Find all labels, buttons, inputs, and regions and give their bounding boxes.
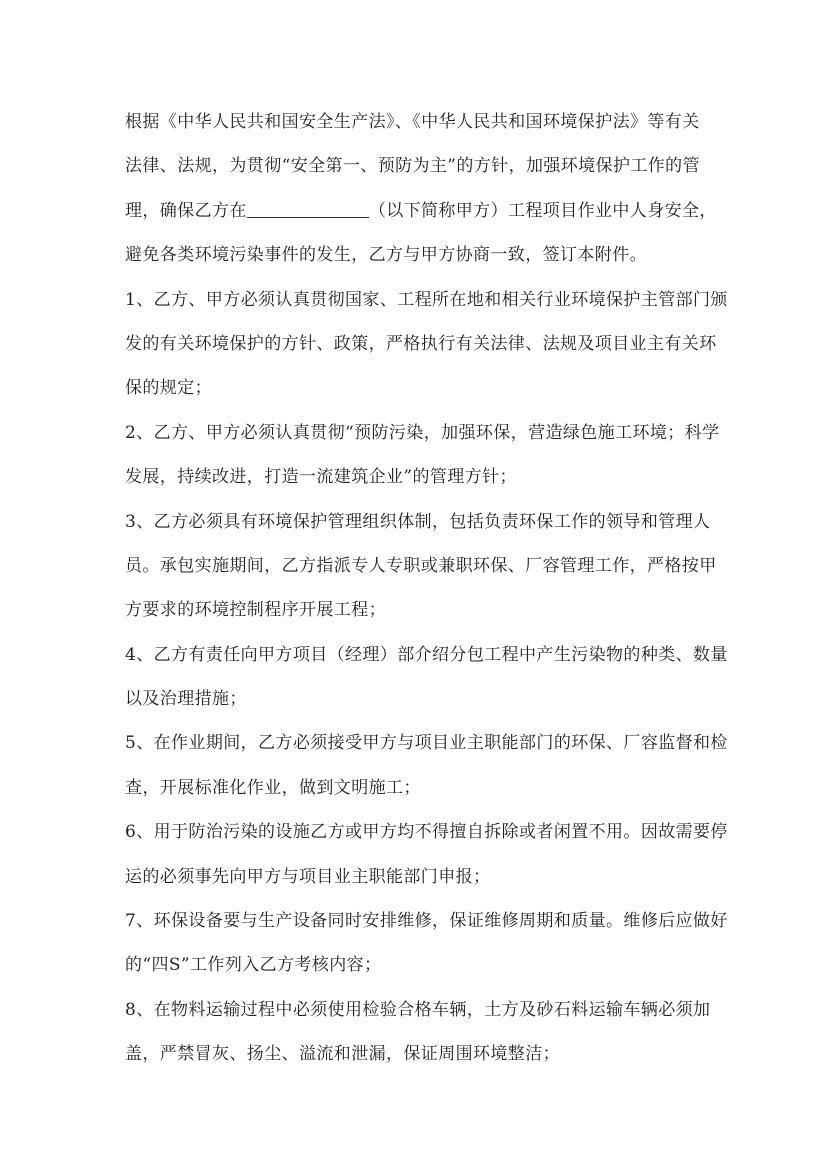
intro-paragraph bbox=[125, 108, 717, 286]
text-line: 2、乙方、甲方必须认真贯彻“预防污染，加强环保，营造绿色施工环境；科学 bbox=[125, 422, 720, 443]
text-line: 保的规定； bbox=[125, 378, 212, 399]
clause-5 bbox=[125, 729, 728, 818]
text-line: 5、在作业期间，乙方必须接受甲方与项目业主职能部门的环保、厂容监督和检 bbox=[125, 733, 728, 754]
clause-4 bbox=[125, 641, 728, 730]
text-segment: 理，确保乙方在 bbox=[125, 200, 247, 221]
text-line: 6、用于防治污染的设施乙方或甲方均不得擅自拆除或者闲置不用。因故需要停 bbox=[125, 822, 728, 843]
text-line: 盖，严禁冒灰、扬尘、溢流和泄漏，保证周围环境整洁； bbox=[125, 1044, 560, 1065]
text-segment: （以下简称甲方）工程项目作业中人身安全， bbox=[368, 200, 717, 221]
text-line bbox=[125, 197, 717, 241]
fill-in-blank bbox=[247, 199, 369, 218]
clause-6 bbox=[125, 818, 728, 907]
text-line: 员。承包实施期间，乙方指派专人专职或兼职环保、厂容管理工作，严格按甲 bbox=[125, 555, 717, 576]
text-line: 查，开展标准化作业，做到文明施工； bbox=[125, 777, 421, 798]
text-line: 以及治理措施； bbox=[125, 689, 247, 710]
text-line: 避免各类环境污染事件的发生，乙方与甲方协商一致，签订本附件。 bbox=[125, 245, 647, 266]
text-line: 8、在物料运输过程中必须使用检验合格车辆，土方及砂石料运输车辆必须加 bbox=[125, 999, 711, 1020]
text-line: 3、乙方必须具有环境保护管理组织体制，包括负责环保工作的领导和管理人 bbox=[125, 511, 711, 532]
text-line: 根据《中华人民共和国安全生产法》、《中华人民共和国环境保护法》等有关 bbox=[125, 112, 700, 132]
text-line: 4、乙方有责任向甲方项目（经理）部介绍分包工程中产生污染物的种类、数量 bbox=[125, 644, 728, 665]
text-line: 1、乙方、甲方必须认真贯彻国家、工程所在地和相关行业环境保护主管部门颁 bbox=[125, 289, 728, 310]
clause-3 bbox=[125, 508, 717, 641]
clause-list bbox=[125, 286, 728, 1085]
text-line: 法律、法规，为贯彻“安全第一、预防为主”的方针，加强环境保护工作的管 bbox=[125, 156, 700, 177]
text-line: 运的必须事先向甲方与项目业主职能部门申报； bbox=[125, 866, 491, 887]
text-line: 方要求的环境控制程序开展工程； bbox=[125, 600, 386, 621]
clause-7 bbox=[125, 907, 728, 996]
text-line: 发展，持续改进，打造一流建筑企业”的管理方针； bbox=[125, 467, 517, 488]
clause-1 bbox=[125, 286, 728, 419]
clause-8 bbox=[125, 996, 710, 1085]
text-line: 发的有关环境保护的方针、政策，严格执行有关法律、法规及项目业主有关环 bbox=[125, 333, 717, 354]
text-line: 7、环保设备要与生产设备同时安排维修，保证维修周期和质量。维修后应做好 bbox=[125, 911, 728, 932]
document-body bbox=[125, 108, 728, 1085]
clause-2 bbox=[125, 419, 720, 508]
text-line: 的“四S”工作列入乙方考核内容； bbox=[125, 955, 382, 976]
